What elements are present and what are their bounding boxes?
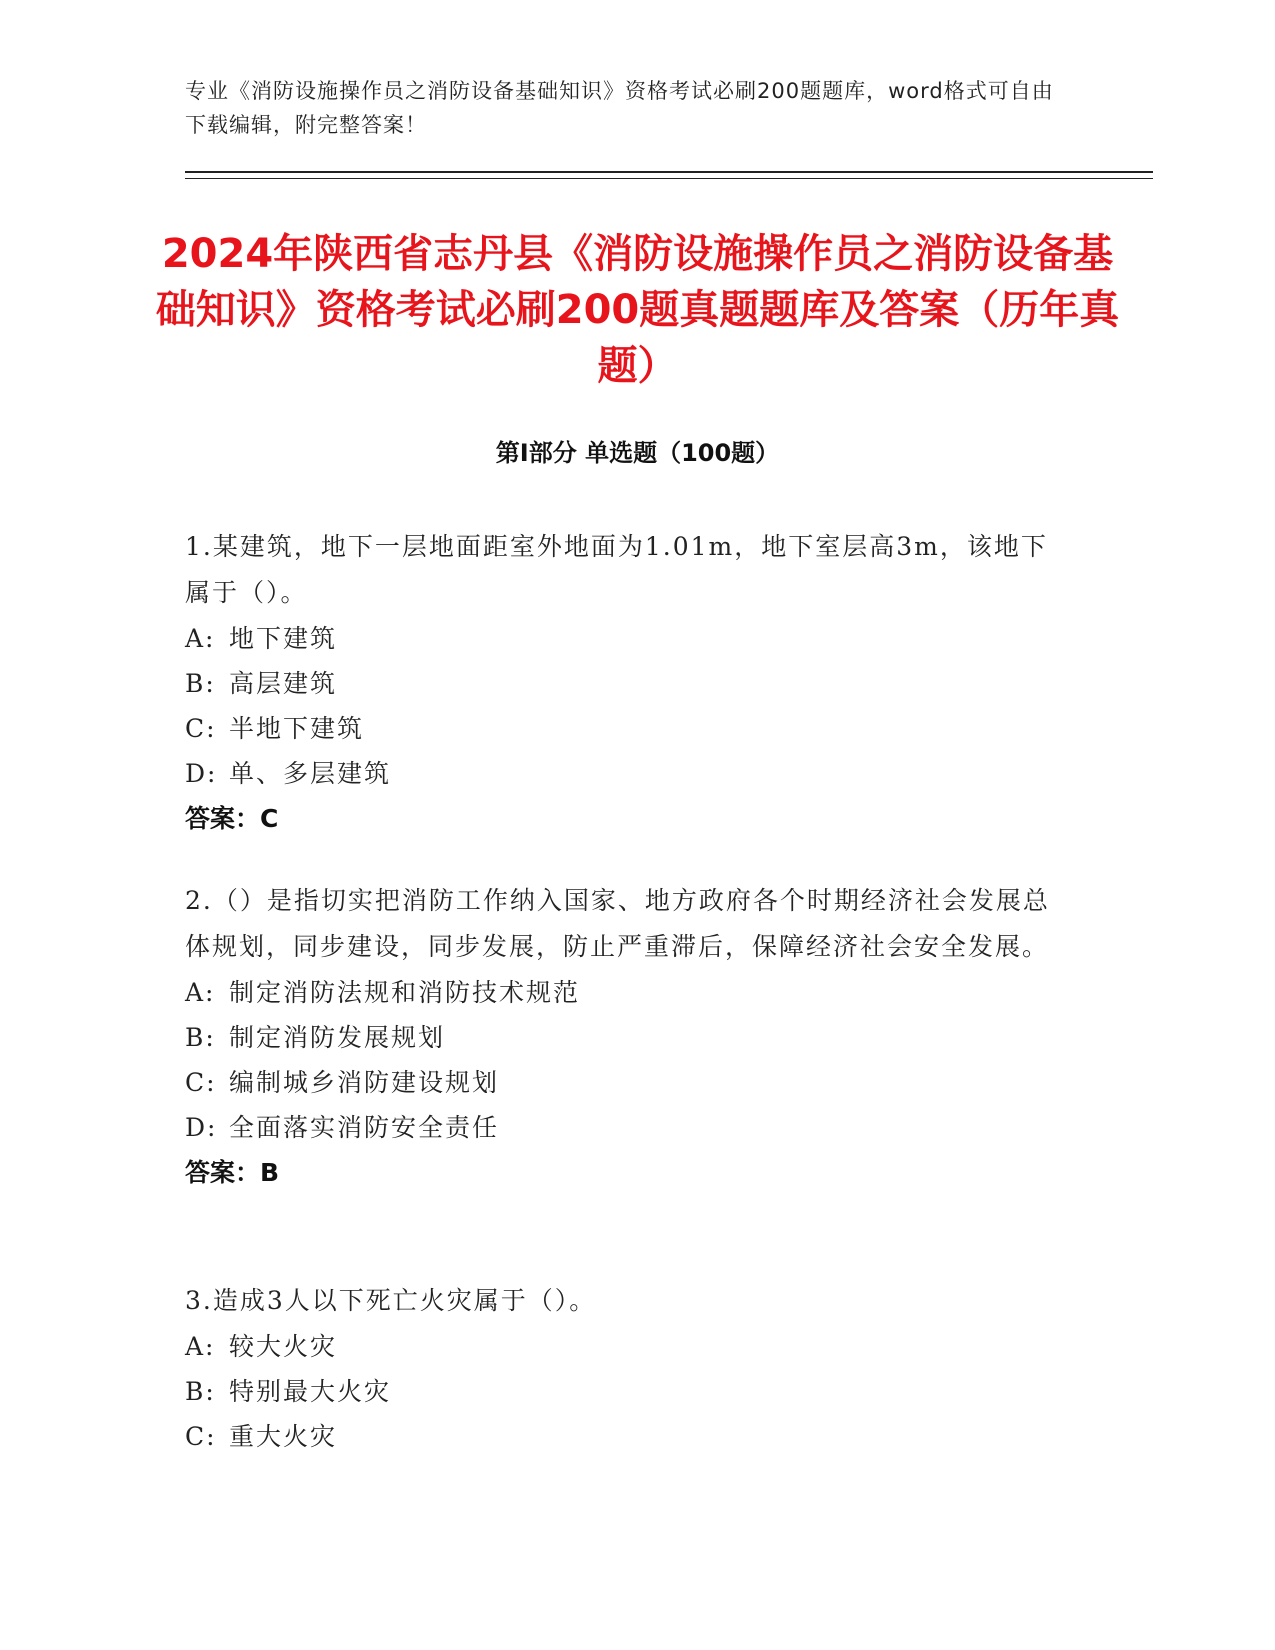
answer-label: 答案：C [185,804,279,833]
question-stem: 3.造成3人以下死亡火灾属于（）。 [185,1286,597,1315]
header-rule-thick [185,171,1153,173]
option-key: C: [185,714,217,743]
option-b [185,1015,1065,1060]
option-text: 制定消防发展规划 [229,1023,446,1052]
option-text: 特别最大火灾 [229,1377,392,1406]
option-d [185,751,1065,796]
option-key: A: [185,1332,216,1361]
option-key: A: [185,624,216,653]
header-rule-thin [185,178,1153,179]
option-c [185,706,1065,751]
document-title: 2024年陕西省志丹县《消防设施操作员之消防设备基础知识》资格考试必刷200题真题题库及答案（历年真题） [155,231,1120,389]
option-text: 制定消防法规和消防技术规范 [229,978,581,1007]
option-key: A: [185,978,216,1007]
option-text: 较大火灾 [229,1332,338,1361]
option-b [185,661,1065,706]
option-c [185,1060,1065,1105]
option-a [185,1324,1065,1369]
question-stem: 2.（）是指切实把消防工作纳入国家、地方政府各个时期经济社会发展总体规划，同步建设，同步发展，防止严重滞后，保障经济社会安全发展。 [185,886,1050,961]
section-title: 第I部分 单选题（100题） [495,439,780,467]
option-key: B: [185,1377,216,1406]
option-b [185,1369,1065,1414]
option-key: B: [185,669,216,698]
option-text: 高层建筑 [229,669,338,698]
option-a [185,970,1065,1015]
option-key: C: [185,1068,217,1097]
answer-label: 答案：B [185,1158,280,1187]
option-text: 地下建筑 [229,624,338,653]
option-text: 重大火灾 [229,1422,338,1451]
question-2 [185,878,1065,1195]
question-1 [185,524,1065,841]
option-c [185,1414,1065,1459]
option-d [185,1105,1065,1150]
option-text: 编制城乡消防建设规划 [229,1068,500,1097]
option-key: B: [185,1023,216,1052]
option-text: 半地下建筑 [229,714,365,743]
question-stem: 1.某建筑，地下一层地面距室外地面为1.01m，地下室层高3m，该地下属于（）。 [185,532,1048,607]
question-3 [185,1278,1065,1459]
option-key: D: [185,759,218,788]
header-note: 专业《消防设施操作员之消防设备基础知识》资格考试必刷200题题库，word格式可自由下载编辑，附完整答案！ [185,79,1054,137]
option-text: 单、多层建筑 [229,759,392,788]
option-key: D: [185,1113,218,1142]
option-a [185,616,1065,661]
option-text: 全面落实消防安全责任 [229,1113,500,1142]
option-key: C: [185,1422,217,1451]
